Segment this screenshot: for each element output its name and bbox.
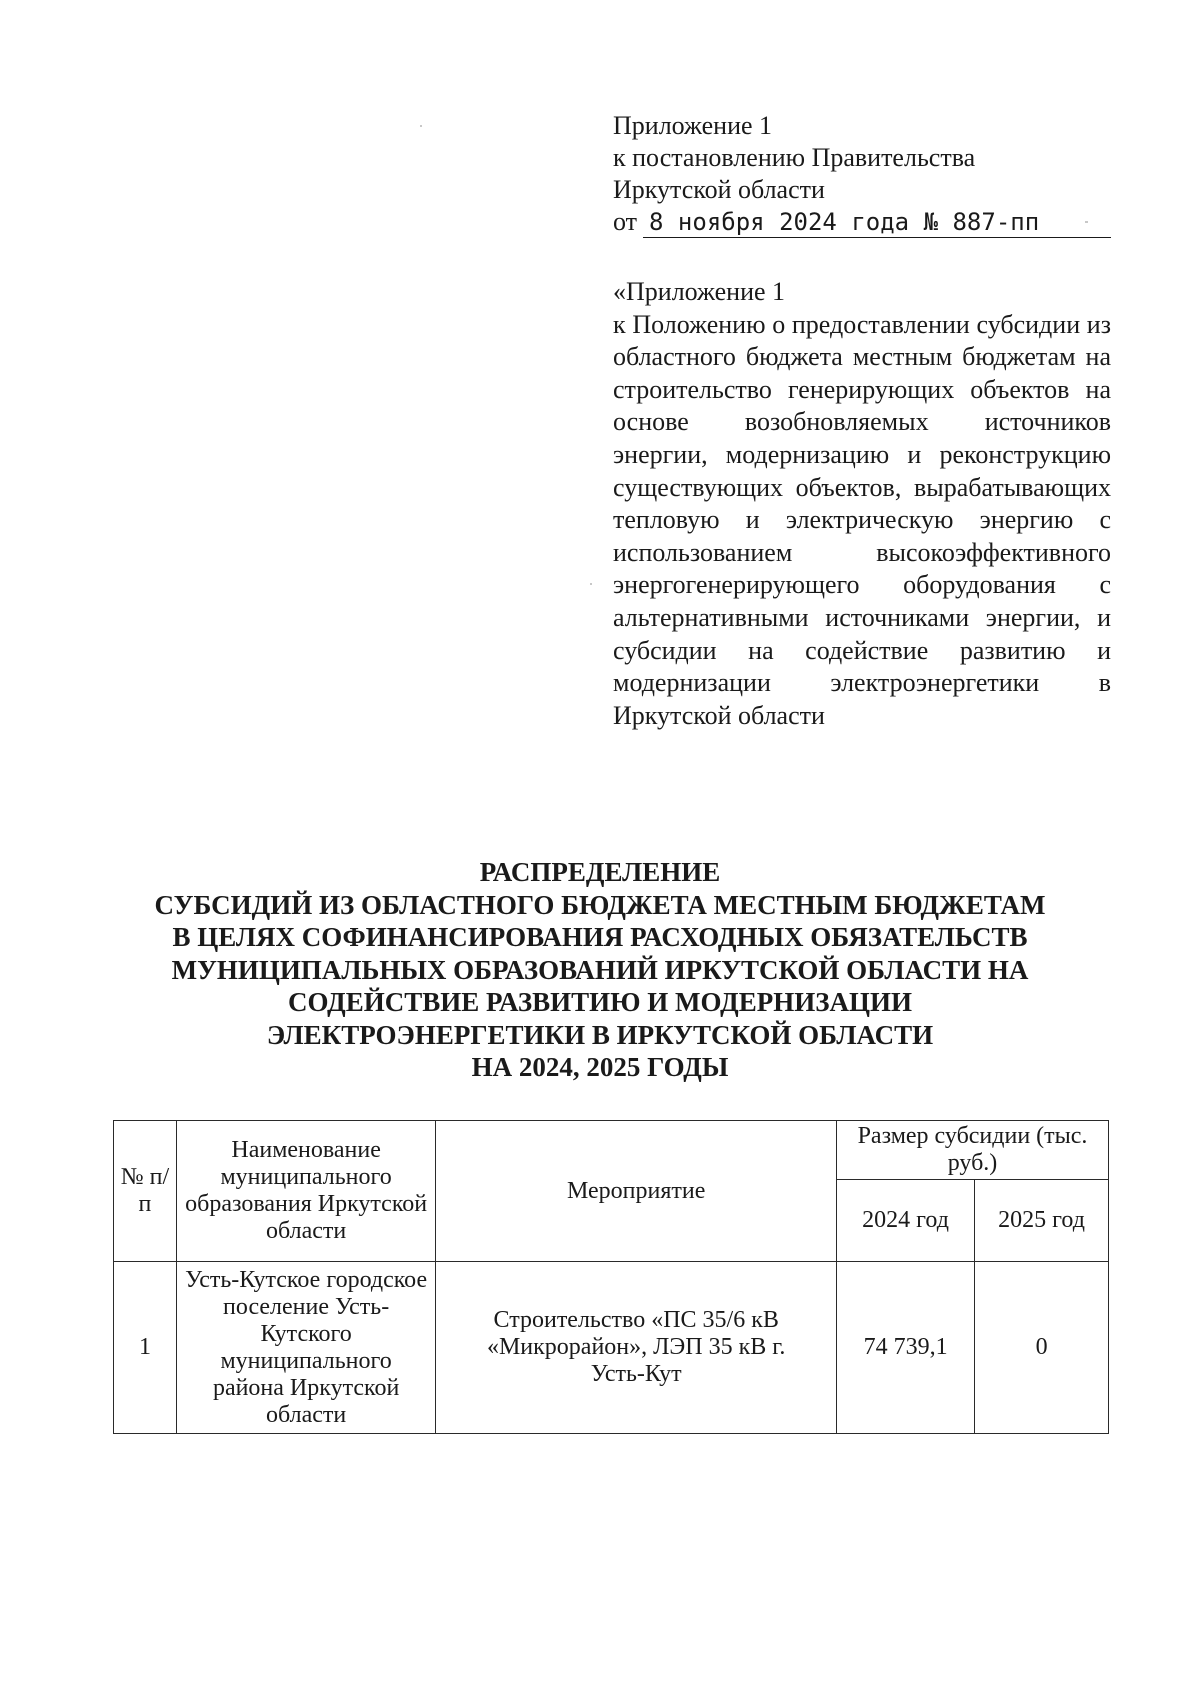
appendix-region: Иркутской области (613, 175, 825, 204)
title-line: ЭЛЕКТРОЭНЕРГЕТИКИ В ИРКУТСКОЙ ОБЛАСТИ (266, 1019, 934, 1050)
appendix-header (613, 110, 1113, 238)
row-municipality: Усть-Кутское городское поселение Усть-Кутского муниципального района Иркутской области (176, 1262, 436, 1434)
scan-speck (1085, 221, 1088, 223)
header-number: № п/п (114, 1121, 177, 1262)
row-activity: Строительство «ПС 35/6 кВ «Микрорайон», ЛЭП 35 кВ г. Усть-Кут (436, 1262, 837, 1434)
header-year-2025: 2025 год (975, 1180, 1109, 1262)
previous-appendix-block (613, 276, 1111, 732)
appendix-resolution: к постановлению Правительства (613, 143, 976, 172)
appendix-date-label: от (613, 207, 638, 236)
table-header-row (114, 1121, 1109, 1180)
scan-speck (420, 125, 422, 127)
row-amount-2025: 0 (975, 1262, 1109, 1434)
table-row (114, 1262, 1109, 1434)
appendix-date-value: 8 ноября 2024 года № 887-пп (643, 207, 1111, 238)
previous-appendix-title: «Приложение 1 (613, 277, 786, 306)
appendix-title: Приложение 1 (613, 111, 773, 140)
title-line: В ЦЕЛЯХ СОФИНАНСИРОВАНИЯ РАСХОДНЫХ ОБЯЗАТЕЛЬСТВ (172, 922, 1028, 952)
title-line: СОДЕЙСТВИЕ РАЗВИТИЮ И МОДЕРНИЗАЦИИ (287, 987, 913, 1017)
previous-appendix-text: к Положению о предоставлении субсидии из областного бюджета местным бюджетам на строительство генерирующих объектов на основе возобновляемых источников энергии, модернизацию и реконструкцию существующих объектов, вырабатывающих тепловую и электрическую энергию с использованием высокоэффективного энергогенерирующего оборудования с альтернативными источниками энергии, и субсидии на содействие развитию и модернизации электроэнергетики в Иркутской области (613, 309, 1111, 730)
header-municipality: Наименование муниципального образования Иркутской области (176, 1121, 436, 1262)
title-line: СУБСИДИЙ ИЗ ОБЛАСТНОГО БЮДЖЕТА МЕСТНЫМ БЮДЖЕТАМ (154, 889, 1046, 920)
scan-speck (590, 583, 592, 585)
header-subsidy: Размер субсидии (тыс. руб.) (837, 1121, 1109, 1180)
header-year-2024: 2024 год (837, 1180, 975, 1262)
subsidy-table (113, 1120, 1109, 1434)
document-title (100, 856, 1100, 1084)
header-activity: Мероприятие (436, 1121, 837, 1262)
row-number: 1 (114, 1262, 177, 1434)
title-line: НА 2024, 2025 ГОДЫ (471, 1052, 729, 1082)
appendix-date-row (613, 206, 1111, 238)
row-amount-2024: 74 739,1 (837, 1262, 975, 1434)
title-line: РАСПРЕДЕЛЕНИЕ (479, 857, 721, 887)
title-line: МУНИЦИПАЛЬНЫХ ОБРАЗОВАНИЙ ИРКУТСКОЙ ОБЛАСТИ НА (171, 954, 1029, 985)
